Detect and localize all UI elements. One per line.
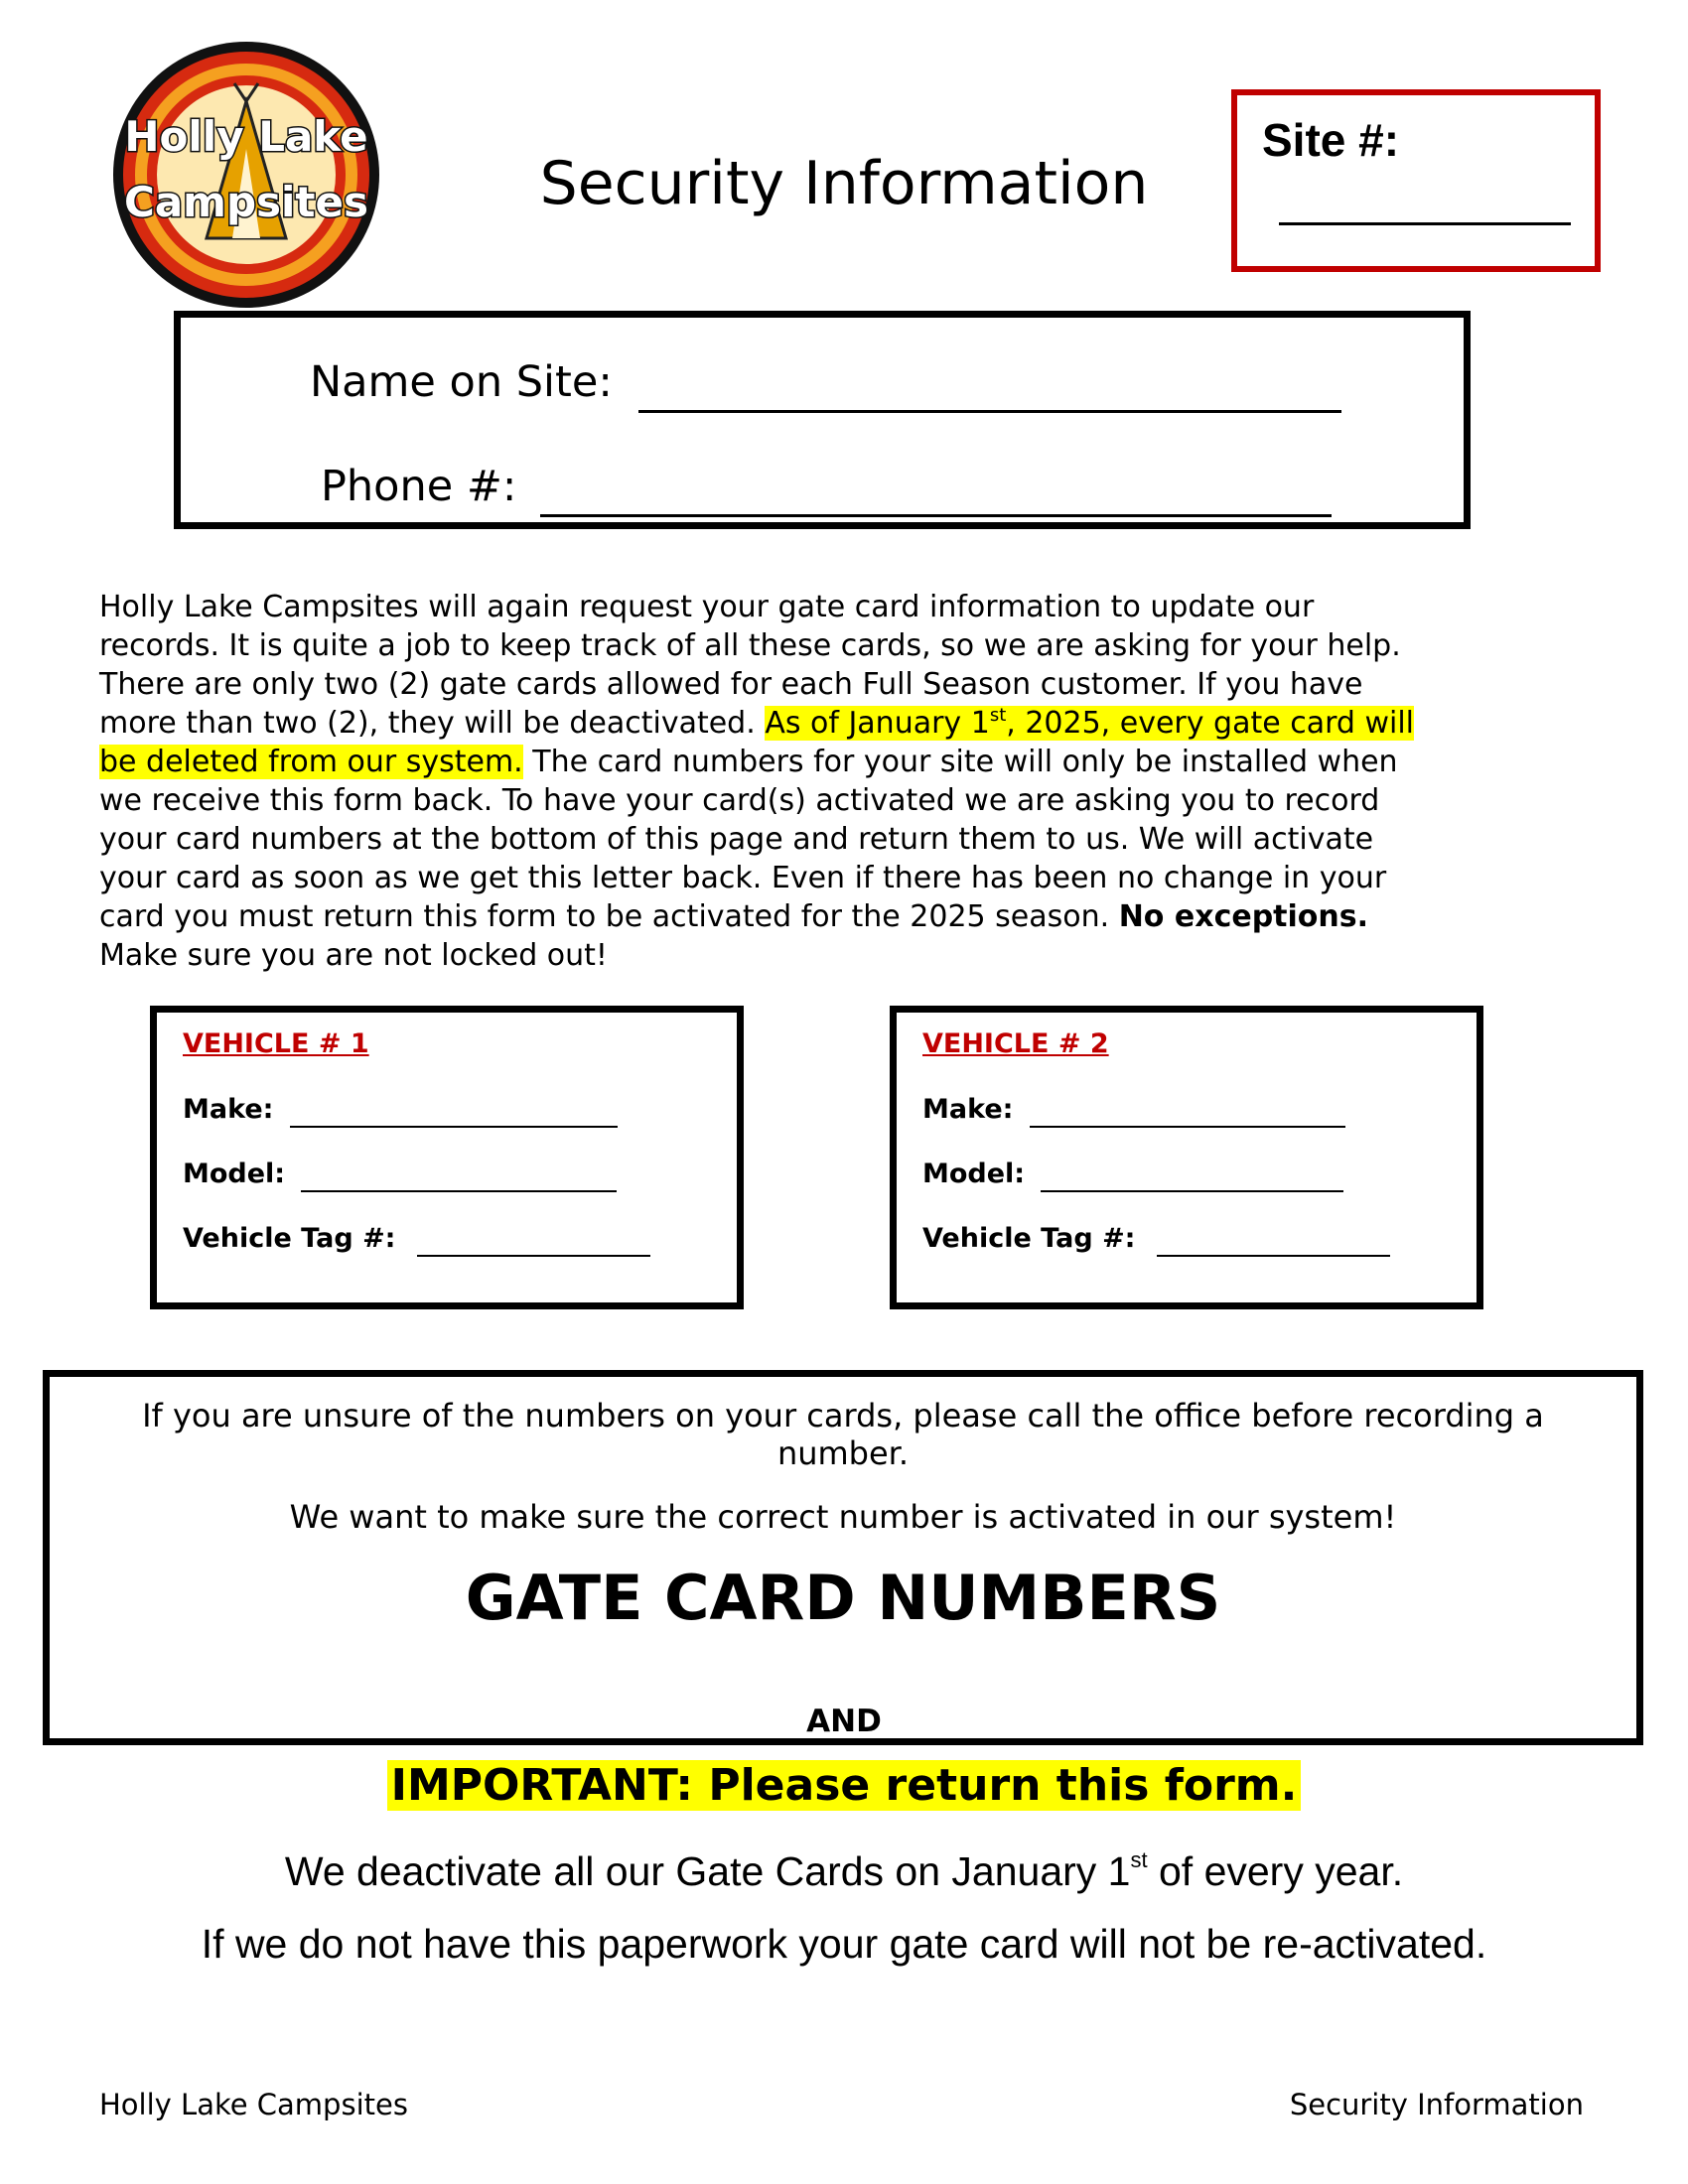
vehicle-2-make-label: Make: [922,1094,1014,1125]
phone-label: Phone #: [321,462,517,511]
vehicle-1-make-field[interactable] [290,1126,618,1128]
name-on-site-field[interactable] [638,410,1341,413]
paragraph-text: more than two (2), they will be deactivated. [99,706,766,741]
vehicle-2-box [890,1006,1483,1309]
paragraph-line [99,743,1609,781]
highlighted-text: be deleted from our system. [99,745,523,779]
site-number-box [1231,89,1601,272]
paragraph-line: we receive this form back. To have your card(s) activated we are asking you to record [99,783,1380,818]
paragraph-line: Make sure you are not locked out! [99,938,608,973]
vehicle-2-make-field[interactable] [1030,1126,1345,1128]
paragraph-line [99,897,1609,936]
highlighted-text: As of January 1 [765,706,990,741]
vehicle-1-title: VEHICLE # 1 [183,1028,369,1059]
site-number-field[interactable] [1279,222,1571,225]
logo-text-line1: Holly Lake [124,112,368,161]
phone-field[interactable] [540,514,1332,517]
vehicle-1-tag-field[interactable] [417,1255,650,1257]
paragraph-line: your card numbers at the bottom of this page and return them to us. We will activate [99,822,1374,857]
page-title: Security Information [539,149,1149,218]
ordinal-suffix: st [1130,1847,1148,1872]
highlighted-notice [765,706,1414,741]
vehicle-2-tag-field[interactable] [1157,1255,1390,1257]
unsure-notice: If you are unsure of the numbers on your cards, please call the office before recording a number. [142,1397,1544,1472]
gate-card-box [43,1370,1643,1745]
vehicle-1-tag-label: Vehicle Tag #: [183,1223,396,1254]
paragraph-text: card you must return this form to be activated for the 2025 season. [99,899,1119,934]
footer-left: Holly Lake Campsites [99,2088,408,2121]
vehicle-1-model-label: Model: [183,1159,286,1189]
logo-text-line2: Campsites [124,178,368,226]
vehicle-2-tag-label: Vehicle Tag #: [922,1223,1136,1254]
ordinal-suffix: st [989,705,1007,726]
gate-card-numbers-heading: GATE CARD NUMBERS [465,1562,1221,1634]
paragraph-line: your card as soon as we get this letter back. Even if there has been no change in your [99,861,1387,895]
important-notice [0,1760,1688,1811]
highlighted-text: , 2025, every gate card will [1006,706,1415,741]
vehicle-1-box [150,1006,744,1309]
important-text: IMPORTANT: Please return this form. [387,1760,1302,1811]
no-exceptions-text: No exceptions. [1118,899,1369,934]
vehicle-1-model-field[interactable] [301,1190,617,1192]
and-label: AND [806,1704,882,1739]
paragraph-text: The card numbers for your site will only be installed when [522,745,1398,779]
contact-box [174,311,1471,529]
paragraph-line: records. It is quite a job to keep track of all these cards, so we are asking for your help. [99,628,1401,663]
holly-lake-logo [111,40,381,310]
vehicle-2-model-field[interactable] [1041,1190,1343,1192]
reactivation-notice: If we do not have this paperwork your gate card will not be re-activated. [201,1921,1487,1967]
instructions-paragraph [99,588,1609,975]
paragraph-line: Holly Lake Campsites will again request your gate card information to update our [99,590,1315,624]
site-number-label: Site #: [1262,114,1400,166]
paragraph-line: There are only two (2) gate cards allowed for each Full Season customer. If you have [99,667,1363,702]
paragraph-line [99,704,1609,743]
name-on-site-label: Name on Site: [310,357,613,407]
footer-right: Security Information [1289,2088,1584,2121]
correct-number-notice: We want to make sure the correct number is activated in our system! [289,1498,1397,1536]
vehicle-2-title: VEHICLE # 2 [922,1028,1109,1059]
vehicle-1-make-label: Make: [183,1094,274,1125]
deactivation-text: We deactivate all our Gate Cards on January 1 [284,1848,1131,1894]
deactivation-text: of every year. [1147,1848,1404,1894]
vehicle-2-model-label: Model: [922,1159,1026,1189]
deactivation-notice [0,1848,1688,1895]
